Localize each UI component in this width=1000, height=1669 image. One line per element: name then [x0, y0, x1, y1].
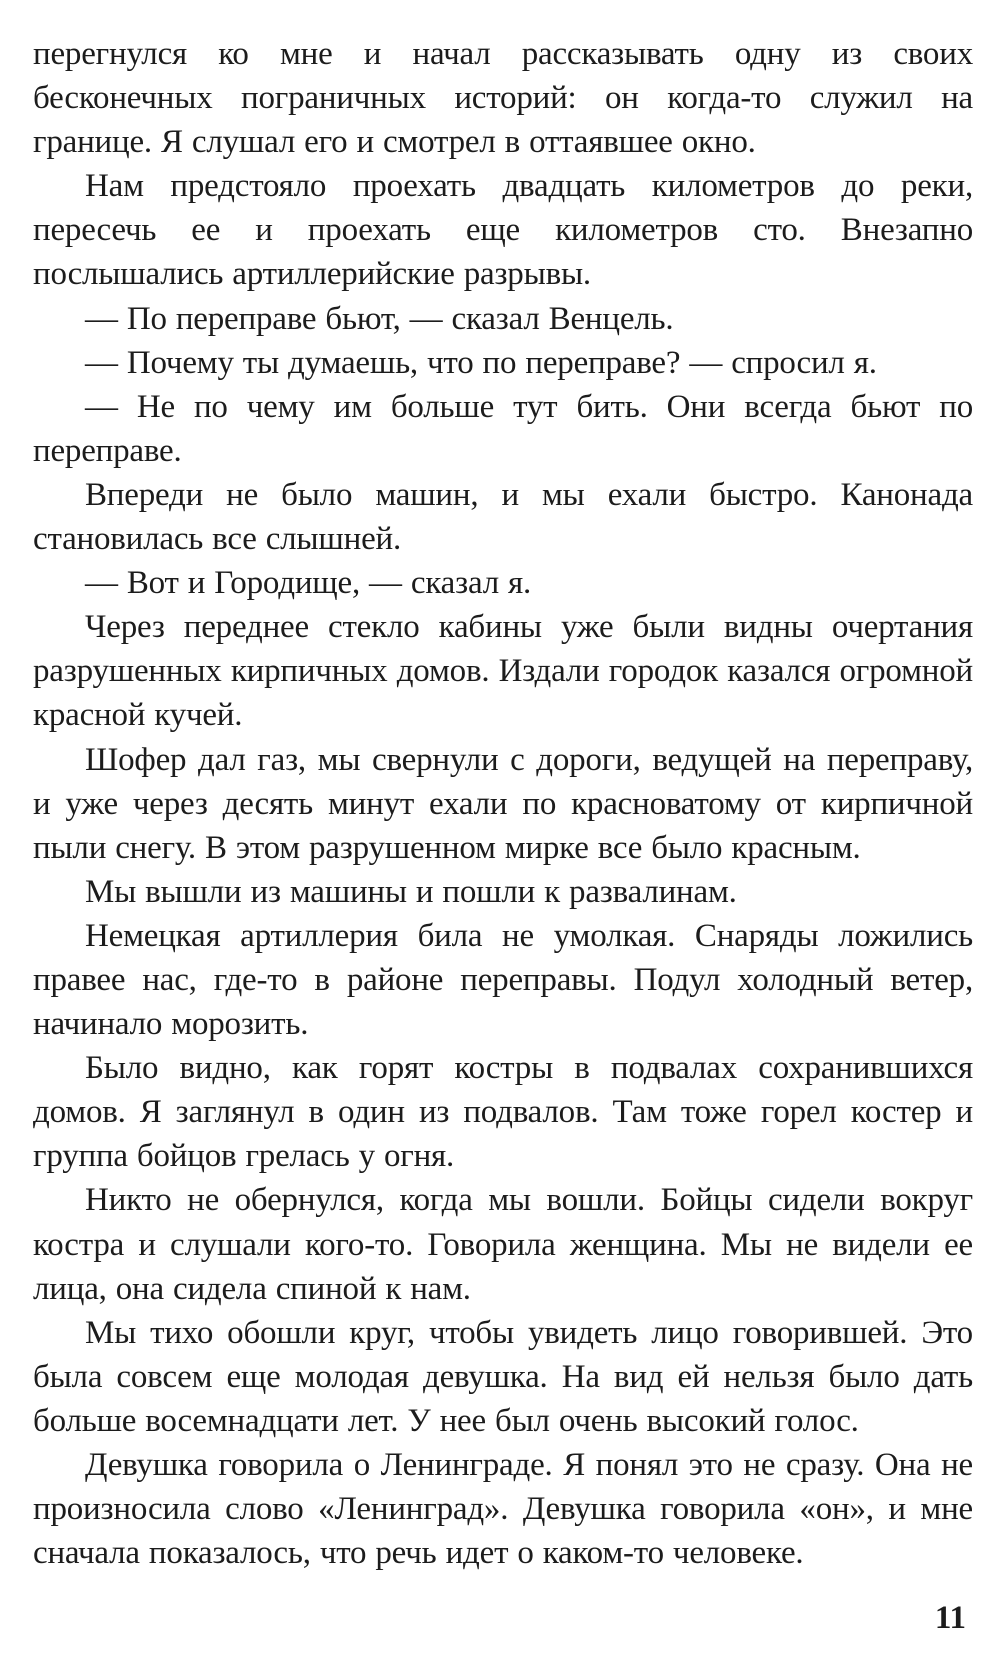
paragraph-6: Впереди не было машин, и мы ехали быстро. Канонада становилась все слышней. [33, 476, 973, 558]
paragraph-12: Было видно, как горят костры в подвалах сохранившихся домов. Я заглянул в один из подвалов. Там тоже горел костер и группа бойцов грелась у огня. [33, 1050, 973, 1175]
paragraph-13: Никто не обернулся, когда мы вошли. Бойцы сидели вокруг костра и слушали кого-то. Говорила женщина. Мы не видели ее лица, она сидела спиной к нам. [33, 1182, 973, 1307]
paragraph-7: — Вот и Городище, — сказал я. [85, 565, 532, 602]
paragraph-11: Немецкая артиллерия била не умолкая. Снаряды ложились правее нас, где-то в районе переправы. Подул холодный ветер, начинало морозить. [33, 917, 973, 1043]
paragraph-8: Через переднее стекло кабины уже были видны очертания разрушенных кирпичных домов. Издали городок казался огромной красной кучей. [33, 609, 973, 734]
paragraph-5: — Не по чему им больше тут бить. Они всегда бьют по переправе. [33, 388, 973, 469]
paragraph-14: Мы тихо обошли круг, чтобы увидеть лицо говорившей. Это была совсем еще молодая девушка. На вид ей нельзя было дать больше восемнадцати лет. У нее был очень высокий голос. [33, 1314, 973, 1439]
paragraph-2: Нам предстояло проехать двадцать километров до реки, пересечь ее и проехать еще километров сто. Внезапно послышались артиллерийские разрывы. [33, 168, 973, 293]
paragraph-3: — По переправе бьют, — сказал Венцель. [85, 300, 674, 337]
paragraph-9: Шофер дал газ, мы свернули с дороги, ведущей на переправу, и уже через десять минут ехали по красноватому от кирпичной пыли снегу. В этом разрушенном мирке все было красным. [33, 741, 973, 866]
paragraph-10: Мы вышли из машины и пошли к развалинам. [85, 873, 737, 910]
paragraph-1: перегнулся ко мне и начал рассказывать одну из своих бесконечных пограничных историй: он когда-то служил на границе. Я слушал его и смотрел в оттаявшее окно. [33, 36, 973, 161]
paragraph-4: — Почему ты думаешь, что по переправе? — спросил я. [85, 344, 877, 381]
paragraph-15: Девушка говорила о Ленинграде. Я понял это не сразу. Она не произносила слово «Ленинград». Девушка говорила «он», и мне сначала показалось, что речь идет о каком-то человеке. [33, 1447, 973, 1572]
page-number: 11 [934, 1600, 966, 1636]
page-body-text [33, 32, 973, 1575]
